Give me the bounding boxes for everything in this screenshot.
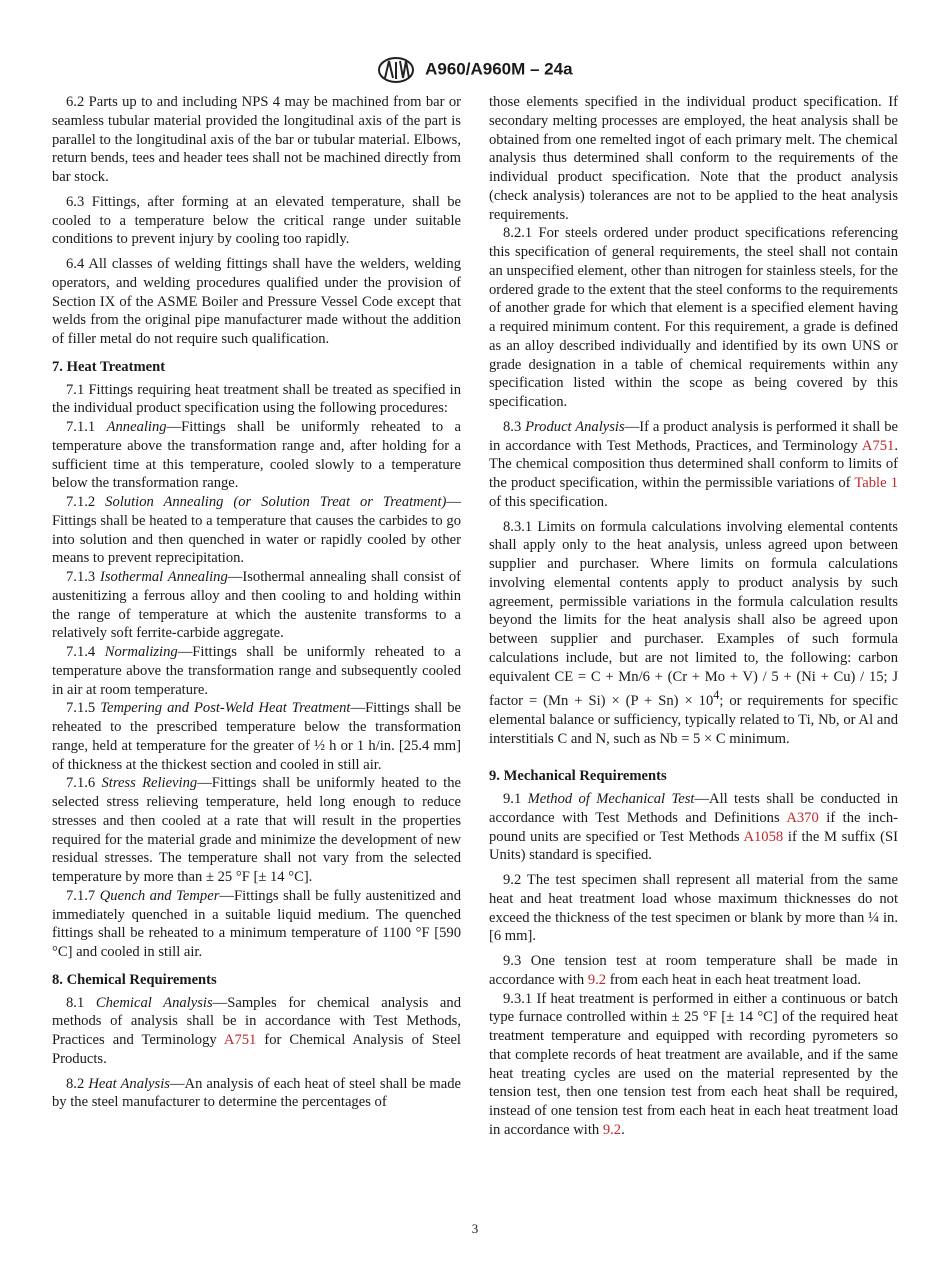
text-run: —Fittings shall be uniformly reheated to a temperature above the transformation range and subsequently cooled in air at room temperature. <box>52 644 461 698</box>
text-run: if the M suffix (SI Units) standard is specified. <box>489 828 898 864</box>
section-heading <box>52 358 461 377</box>
text-run: 8.2.1 For steels ordered under product specifications referencing this specification of general requirements, the steel shall not contain an unspecified element, other than nitrogen for stainless steels, for the ordered grade to the extent that the steel conforms to the requirements of another grade for which that element is a specified element having a required minimum content. For this requirement, a grade is defined as an alloy described individually and identified by its own UNS or grade designation in a table of chemical requirements within any specification listed within the scope as being covered by this specification. <box>489 225 898 410</box>
paragraph <box>489 418 898 512</box>
page-number: 3 <box>471 1221 479 1236</box>
paragraph <box>52 381 461 419</box>
text-run: for Chemical Analysis of Steel Products. <box>52 1032 461 1067</box>
paragraph <box>52 1075 461 1113</box>
paragraph <box>52 643 461 699</box>
text-run: —Fittings shall be uniformly reheated to a temperature above the transformation range and, after holding for a sufficient time at this temperature, cooled slowly to a temperature below the transformation range. <box>52 419 462 492</box>
paragraph <box>52 493 461 568</box>
text-run: —Fittings shall be reheated to the prescribed temperature below the transformation range, held at temperature for the greater of ½ h or 1 h/in. [25.4 mm] of thickness at the thickest section and cooled in still air. <box>52 700 462 773</box>
text-run: from each heat in each heat treatment load. <box>606 971 861 988</box>
text-run: 7. Heat Treatment <box>52 358 166 375</box>
right-column <box>489 93 898 1140</box>
text-run: 8. Chemical Requirements <box>52 971 217 988</box>
text-run: —If a product analysis is performed it shall be in accordance with Test Methods, Practices, and Terminology <box>489 418 899 454</box>
paragraph <box>52 774 461 887</box>
italic-term: Quench and Temper <box>99 887 220 904</box>
cross-reference-link[interactable]: Table 1 <box>854 475 898 491</box>
paragraph <box>489 93 898 224</box>
text-run: —Fittings shall be uniformly heated to the selected stress relieving temperature, held long enough to reduce stresses and then cooled at a rate that will result in the properties required for the material grade and minimize the development of new residual stresses. The temperature shall not vary from the selected temperature by more than ± 25 °F [± 14 °C]. <box>52 775 462 885</box>
text-run: 8.2 <box>66 1075 89 1092</box>
text-run: —All tests shall be conducted in accordance with Test Methods and Definitions <box>489 791 899 826</box>
text-run: those elements specified in the individual product specification. If secondary melting processes are employed, the heat analysis shall be obtained from one remelted ingot of each primary melt. The chemical analysis thus determined shall conform to the requirements of the individual product specification. Note that the product analysis (check analysis) tolerances are not to be applied to the heat analysis requirements. <box>489 94 898 223</box>
text-run: 9. Mechanical Requirements <box>489 768 667 785</box>
italic-term: Product Analysis <box>525 418 625 435</box>
text-run: 7.1.7 <box>66 887 100 904</box>
paragraph <box>52 994 461 1069</box>
text-run: 9.3.1 If heat treatment is performed in either a continuous or batch type furnace controlled within ± 25 °F [± 14 °C] of the required heat treatment temperature and equipped with recording pyrometers so that complete records of heat treatment are available, and if the same heat treating cycles are used on the material represented by the tension test, then one tension test from each heat shall be required, instead of one tension test from each heat in each heat treatment load in accordance with <box>489 990 898 1138</box>
cross-reference-link[interactable]: A751 <box>223 1032 257 1048</box>
text-run: —Samples for chemical analysis and methods of analysis shall be in accordance with Test Methods, Practices and Terminology <box>52 994 461 1048</box>
paragraph <box>52 699 461 774</box>
italic-term: Normalizing <box>104 644 178 660</box>
section-heading <box>489 767 898 786</box>
cross-reference-link[interactable]: A751 <box>861 437 895 454</box>
text-run: 7.1.5 <box>66 700 101 717</box>
italic-term: Chemical Analysis <box>95 994 213 1011</box>
text-run: 8.3.1 Limits on formula calculations involving elemental contents shall apply only to the heat analysis, unless agreed upon between supplier and purchaser. Where limits on formula calculations involving elemental contents apply to product analysis by such agreement, permissible variations in the formula calculation results beyond the limits for the heat analysis shall also be agreed upon between supplier and purchaser. Examples of such formula calculations include, but are not limited to, the following: carbon equivalent CE = C + Mn/6 + (Cr + Mo + V) / 5 + (Ni + Cu) / 15; J factor = (Mn + Si) × (P + Sn) × 10 <box>489 518 898 710</box>
text-run: 6.2 Parts up to and including NPS 4 may be machined from bar or seamless tubular material provided the longitudinal axis of the part is parallel to the longitudinal axis of the bar or tubular material. Elbows, return bends, tees and header tees shall not be machined directly from bar stock. <box>52 94 461 185</box>
paragraph <box>52 418 461 493</box>
document-designation: A960/A960M – 24a <box>425 59 573 79</box>
section-heading <box>52 971 461 990</box>
cross-reference-link[interactable]: A370 <box>786 809 819 826</box>
text-run: —Fittings shall be heated to a temperature that causes the carbides to go into solution and then quenched in water or rapidly cooled by other means to prevent reprecipitation. <box>52 494 461 567</box>
paragraph <box>52 255 461 349</box>
text-run: 8.1 <box>66 994 96 1011</box>
text-run: 9.3 One tension test at room temperature shall be made in accordance with <box>489 953 898 988</box>
paragraph <box>52 568 461 643</box>
page-header <box>0 56 950 84</box>
text-run: of this specification. <box>489 493 608 510</box>
cross-reference-link[interactable]: A1058 <box>743 828 784 845</box>
text-run: —Fittings shall be fully austenitized and immediately quenched in a suitable liquid medium. The quenched fittings shall be reheated to a minimum temperature of 1100 °F [590 °C] and cooled in still air. <box>52 887 461 960</box>
text-run: 9.1 <box>503 791 528 808</box>
left-column <box>52 93 461 1112</box>
text-run: 7.1 Fittings requiring heat treatment shall be treated as specified in the individual product specification using the following procedures: <box>52 381 461 417</box>
text-run: 6.3 Fittings, after forming at an elevated temperature, shall be cooled to a temperature below the critical range under suitable conditions to prevent injury by cooling too rapidly. <box>52 193 461 248</box>
italic-term: Annealing <box>106 419 167 435</box>
italic-term: Isothermal Annealing <box>100 569 228 585</box>
paragraph <box>489 224 898 412</box>
text-run: 6.4 All classes of welding fittings shall have the welders, welding operators, and welding procedures qualified under the provision of Section IX of the ASME Boiler and Pressure Vessel Code except that welds from the original pipe manufacturer made without the addition of filler metal do not require such qualification. <box>52 256 461 347</box>
cross-reference-link[interactable]: 9.2 <box>602 1121 622 1138</box>
paragraph <box>489 518 898 749</box>
paragraph <box>52 887 461 962</box>
text-run: —Isothermal annealing shall consist of austenitizing a ferrous alloy and then cooling to and holding within the range of temperature at which the austenite transforms to a relatively soft ferrite-carbide aggregate. <box>52 569 461 642</box>
paragraph <box>489 952 898 990</box>
text-run: ; or requirements for specific elemental balance or sufficiency, typically related to Ti, Nb, or Al and interstitials C and N, such as Nb = 5 × C minimum. <box>489 693 898 747</box>
text-run: 7.1.3 <box>66 569 100 585</box>
text-run: . The chemical composition thus determined shall conform to limits of the product specification, within the permissible variations of <box>489 437 898 491</box>
text-run: 7.1.6 <box>66 775 102 792</box>
paragraph <box>52 93 461 187</box>
text-run: 7.1.1 <box>66 419 107 435</box>
paragraph <box>489 990 898 1140</box>
text-run: 7.1.2 <box>66 494 106 510</box>
italic-term: Heat Analysis <box>88 1075 170 1092</box>
text-run: 4 <box>713 688 720 703</box>
text-run: if the inch-pound units are specified or Test Methods <box>489 809 898 845</box>
astm-logo-icon <box>377 56 415 84</box>
text-run: 8.3 <box>503 418 526 435</box>
italic-term: Stress Relieving <box>101 775 198 792</box>
italic-term: Solution Annealing (or Solution Treat or Treatment) <box>105 494 447 510</box>
paragraph <box>489 790 898 865</box>
italic-term: Tempering and Post-Weld Heat Treatment <box>100 700 351 717</box>
text-run: . <box>621 1121 625 1138</box>
italic-term: Method of Mechanical Test <box>527 791 695 808</box>
text-run: 9.2 The test specimen shall represent all material from the same heat and heat treatment load whose maximum thicknesses do not exceed the thickness of the test specimen or blank by more than ¼ in. [6 mm]. <box>489 872 898 945</box>
paragraph <box>489 871 898 946</box>
text-run: —An analysis of each heat of steel shall be made by the steel manufacturer to determine the percentages of <box>52 1075 461 1111</box>
cross-reference-link[interactable]: 9.2 <box>587 971 607 988</box>
paragraph <box>52 193 461 249</box>
text-run: 7.1.4 <box>66 644 105 660</box>
